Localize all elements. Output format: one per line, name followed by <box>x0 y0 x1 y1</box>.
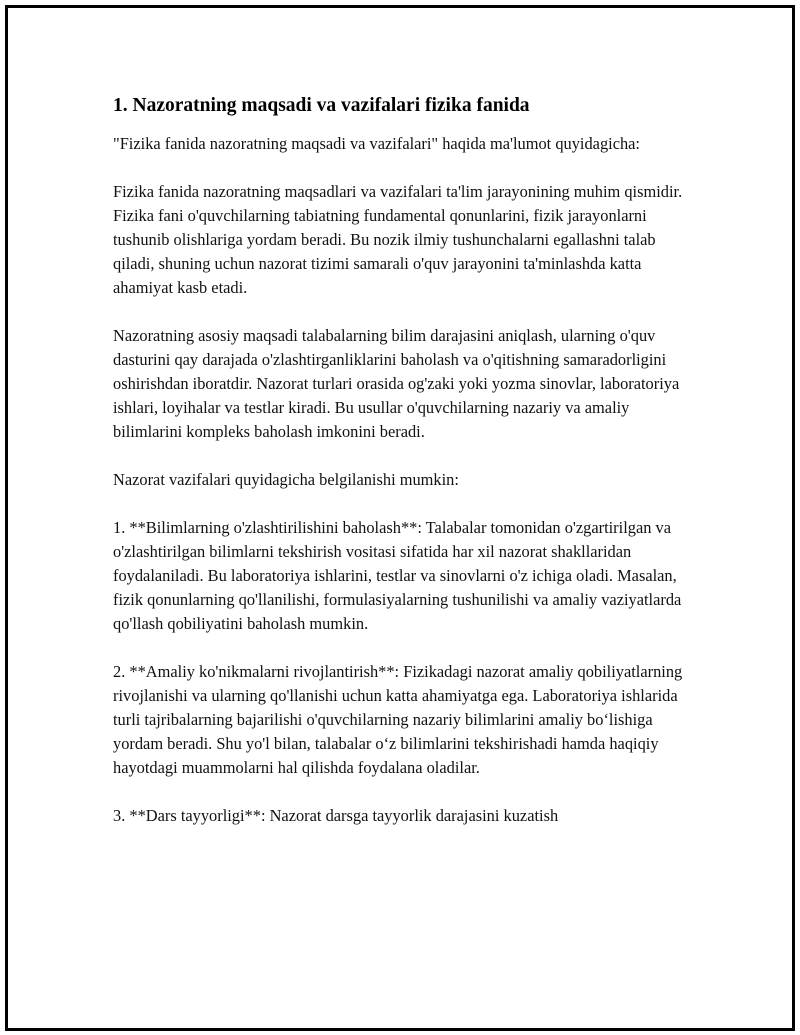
document-body <box>113 94 693 828</box>
list-item-practical-skills: 2. **Amaliy ko'nikmalarni rivojlantirish**: Fizikadagi nazorat amaliy qobiliyatlarning rivojlanishi va ularning qo'llanishi uchun katta ahamiyatga ega. Laboratoriya ishlarida turli tajribalarning bajarilishi o'quvchilarning nazariy bilimlarini amaliy bo‘lishiga yordam beradi. Shu yo'l bilan, talabalar o‘z bilimlarini tekshirishadi hamda haqiqiy hayotdagi muammolarni hal qilishda foydalana oladilar. <box>113 662 683 777</box>
paragraph-tasks-intro: Nazorat vazifalari quyidagicha belgilanishi mumkin: <box>113 470 459 489</box>
list-item-assessment: 1. **Bilimlarning o'zlashtirilishini baholash**: Talabalar tomonidan o'zgartirilgan va o'zlashtirilgan bilimlarni tekshirish vositasi sifatida har xil nazorat shakllaridan foydalaniladi. Bu laboratoriya ishlarini, testlar va sinovlarni o'z ichiga oladi. Masalan, fizik qonunlarning qo'llanilishi, formulasiyalarning tushunilishi va amaliy vaziyatlarda qo'llash qobiliyatini baholash mumkin. <box>113 518 682 633</box>
paragraph-main-goal: Nazoratning asosiy maqsadi talabalarning bilim darajasini aniqlash, ularning o'quv dasturini qay darajada o'zlashtirganliklarini baholash va o'qitishning samaradorligini oshirishdan iboratdir. Nazorat turlari orasida og'zaki yoki yozma sinovlar, laboratoriya ishlari, loyihalar va testlar kiradi. Bu usullar o'quvchilarning nazariy va amaliy bilimlarini kompleks baholash imkonini beradi. <box>113 326 680 441</box>
list-item-lesson-readiness: 3. **Dars tayyorligi**: Nazorat darsga tayyorlik darajasini kuzatish <box>113 806 559 825</box>
intro-paragraph: "Fizika fanida nazoratning maqsadi va vazifalari" haqida ma'lumot quyidagicha: <box>113 134 640 153</box>
section-heading: 1. Nazoratning maqsadi va vazifalari fizika fanida <box>113 95 530 116</box>
paragraph-overview: Fizika fanida nazoratning maqsadlari va vazifalari ta'lim jarayonining muhim qismidir. Fizika fani o'quvchilarning tabiatning fundamental qonunlarini, fizik jarayonlarni tushunib olishlariga yordam beradi. Bu nozik ilmiy tushunchalarni egallashni talab qiladi, shuning uchun nazorat tizimi samarali o'quv jarayonini ta'minlashda katta ahamiyat kasb etadi. <box>113 182 683 297</box>
